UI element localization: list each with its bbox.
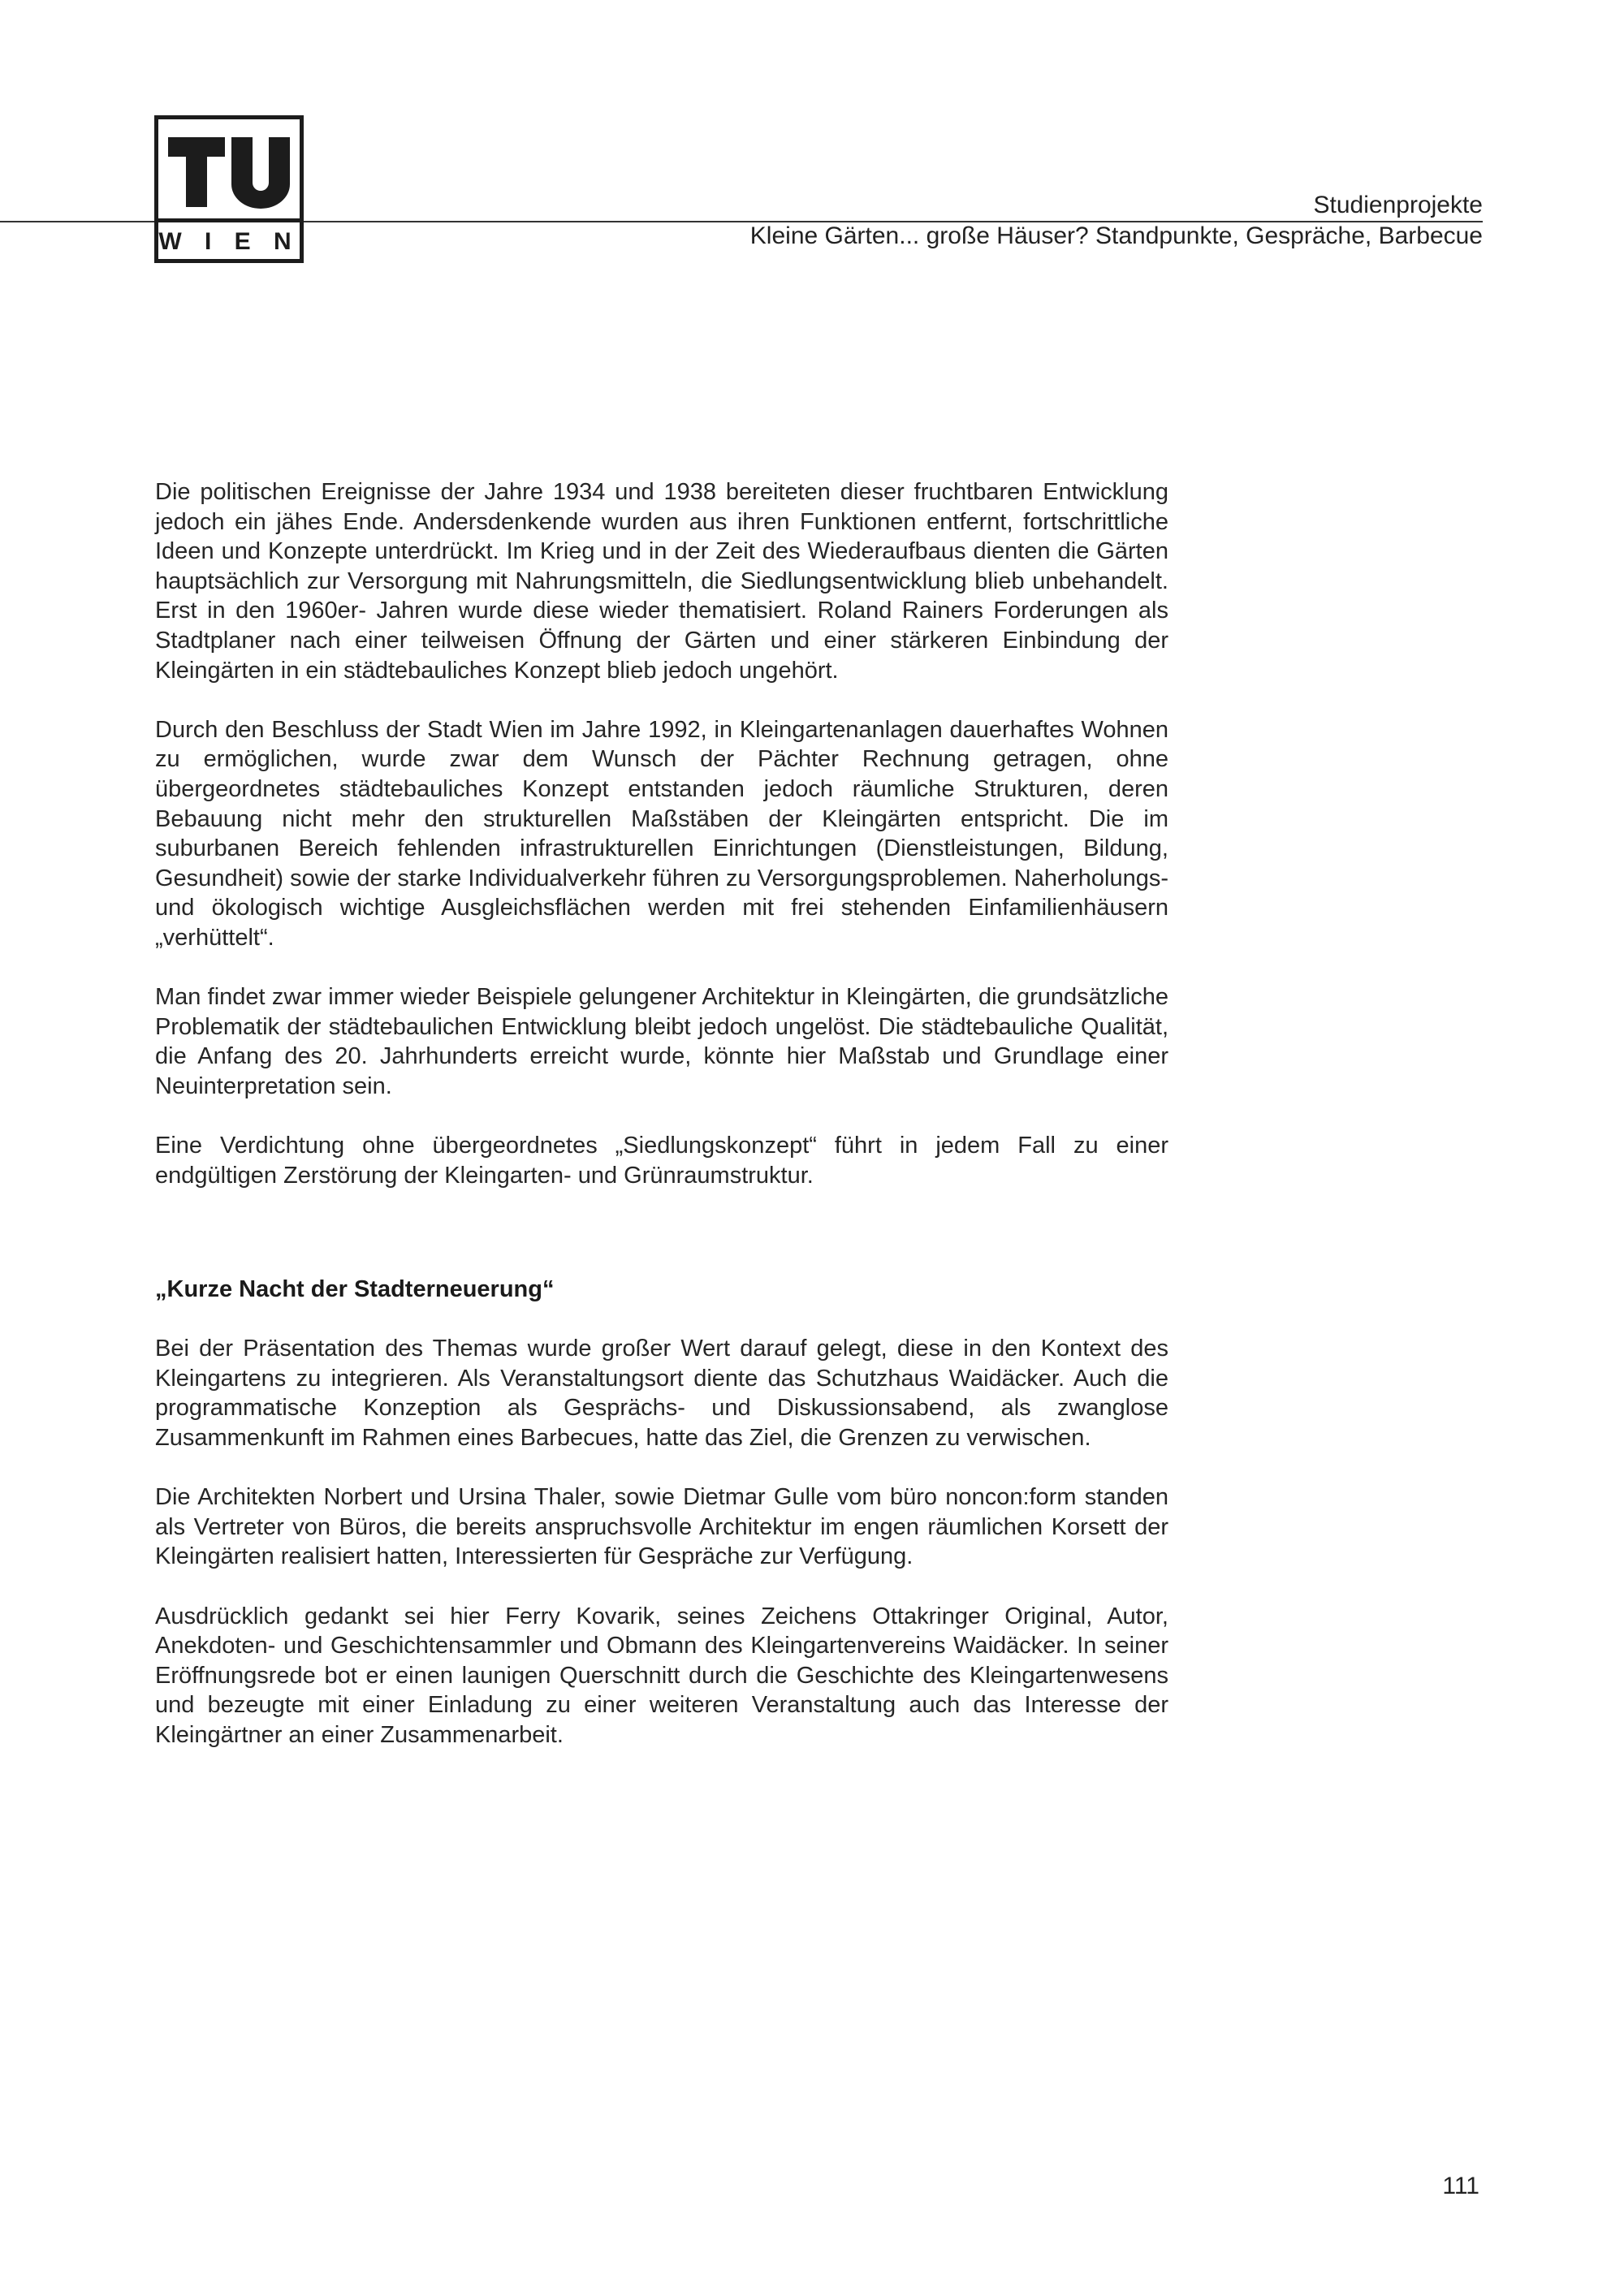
tu-wien-logo (154, 115, 304, 263)
paragraph: Ausdrücklich gedankt sei hier Ferry Kovarik, seines Zeichens Ottakringer Original, Autor, Anekdoten- und Geschichtensammler und Obmann des Kleingartenvereins Waidäcker. In seiner Eröffnungsrede bot er einen launigen Querschnitt durch die Geschichte des Kleingartenwesens und bezeugte mit einer Einladung zu einer weiteren Veranstaltung auch das Interesse der Kleingärtner an einer Zusammenarbeit. (155, 1603, 1168, 1748)
page-number: 111 (1442, 2173, 1479, 2199)
logo-wien-text: W I E N (158, 228, 300, 255)
paragraph: Die Architekten Norbert und Ursina Thaler, sowie Dietmar Gulle vom büro noncon:form standen als Vertreter von Büros, die bereits anspruchsvolle Architektur im engen räumlichen Korsett der Kleingärten realisiert hatten, Interessierten für Gespräche zur Verfügung. (155, 1484, 1168, 1570)
paragraph: Man findet zwar immer wieder Beispiele gelungener Architektur in Kleingärten, die grundsätzliche Problematik der städtebaulichen Entwicklung bleibt jedoch ungelöst. Die städtebauliche Qualität, die Anfang des 20. Jahrhunderts erreicht wurde, könnte hier Maßstab und Grundlage einer Neuinterpretation sein. (155, 984, 1168, 1099)
tu-wien-logo-graphic (158, 119, 300, 259)
main-text (155, 477, 1168, 1190)
paragraph: Bei der Präsentation des Themas wurde großer Wert darauf gelegt, diese in den Kontext des Kleingartens zu integrieren. Als Veranstaltungsort diente das Schutzhaus Waidäcker. Auch die programmatische Konzeption als Gesprächs- und Diskussionsabend, als zwanglose Zusammenkunft im Rahmen eines Barbecues, hatte das Ziel, die Grenzen zu verwischen. (155, 1336, 1168, 1451)
section-kurze-nacht (155, 1275, 1168, 1780)
header-section: Studienprojekte (1313, 192, 1483, 218)
header-title: Kleine Gärten... große Häuser? Standpunkte, Gespräche, Barbecue (749, 222, 1483, 249)
paragraph: Eine Verdichtung ohne übergeordnetes „Siedlungskonzept“ führt in jedem Fall zu einer endgültigen Zerstörung der Kleingarten- und Grünraumstruktur. (155, 1133, 1168, 1189)
section-heading: „Kurze Nacht der Stadterneuerung“ (155, 1276, 555, 1302)
paragraph: Die politischen Ereignisse der Jahre 1934 und 1938 bereiteten dieser fruchtbaren Entwicklung jedoch ein jähes Ende. Andersdenkende wurden aus ihren Funktionen entfernt, fortschrittliche Ideen und Konzepte unterdrückt. Im Krieg und in der Zeit des Wiederaufbaus dienten die Gärten hauptsächlich zur Versorgung mit Nahrungsmitteln, die Siedlungsentwicklung blieb unbehandelt. Erst in den 1960er- Jahren wurde diese wieder thematisiert. Roland Rainers Forderungen als Stadtplaner nach einer teilweisen Öffnung der Gärten und einer stärkeren Einbindung der Kleingärten in ein städtebauliches Konzept blieb jedoch ungehört. (155, 479, 1168, 684)
paragraph: Durch den Beschluss der Stadt Wien im Jahre 1992, in Kleingartenanlagen dauerhaftes Wohnen zu ermöglichen, wurde zwar dem Wunsch der Pächter Rechnung getragen, ohne übergeordnetes städtebauliches Konzept entstanden jedoch räumliche Strukturen, deren Bebauung nicht mehr den strukturellen Maßstäben der Kleingärten entspricht. Die im suburbanen Bereich fehlenden infrastrukturellen Einrichtungen (Dienstleistungen, Bildung, Gesundheit) sowie der starke Individualverkehr führen zu Versorgungsproblemen. Naherholungs- und ökologisch wichtige Ausgleichsflächen werden mit frei stehenden Einfamilienhäusern „verhüttelt“. (155, 716, 1168, 951)
running-header (750, 190, 1483, 252)
